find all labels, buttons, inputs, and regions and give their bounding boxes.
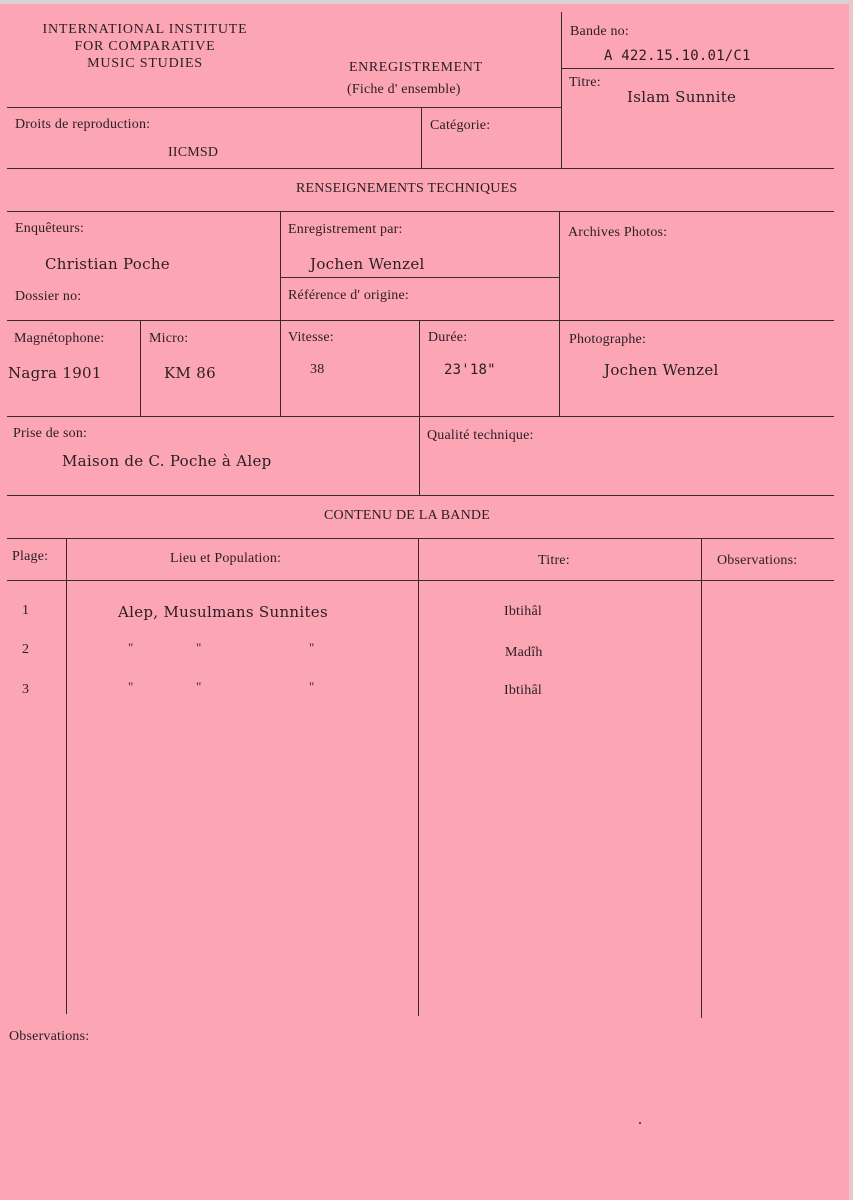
rule-col-plage bbox=[66, 538, 67, 1014]
duree-value: 23'18" bbox=[444, 362, 496, 378]
photographe-label: Photographe: bbox=[569, 332, 647, 347]
institute-line-1: INTERNATIONAL INSTITUTE bbox=[42, 22, 248, 37]
ditto-mark: " bbox=[128, 679, 134, 694]
enregistrement-par-label: Enregistrement par: bbox=[288, 222, 403, 237]
institute-name bbox=[14, 21, 276, 72]
qualite-label: Qualité technique: bbox=[427, 428, 534, 443]
rule-col-lieu bbox=[418, 538, 419, 1016]
ditto-mark: " bbox=[128, 640, 134, 655]
rule-reference-top bbox=[280, 277, 559, 278]
ditto-mark: " bbox=[196, 679, 202, 694]
enqueteurs-label: Enquêteurs: bbox=[15, 221, 85, 236]
rule-header-right bbox=[561, 12, 562, 168]
bande-label: Bande no: bbox=[570, 24, 629, 39]
ditto-mark: " bbox=[309, 640, 315, 655]
duree-label: Durée: bbox=[428, 330, 468, 345]
row-titre: Madîh bbox=[505, 645, 543, 660]
rule-equipment-bottom bbox=[7, 416, 834, 417]
rule-enqueteurs-right bbox=[280, 211, 281, 416]
row-lieu: Alep, Musulmans Sunnites bbox=[118, 603, 328, 621]
institute-line-2: FOR COMPARATIVE bbox=[74, 39, 216, 54]
rule-archives-left bbox=[559, 211, 560, 416]
rule-prise-bottom bbox=[7, 495, 834, 496]
magnetophone-value: Nagra 1901 bbox=[8, 364, 102, 382]
institute-line-3: MUSIC STUDIES bbox=[87, 56, 203, 71]
rule-equipment-top bbox=[7, 320, 834, 321]
droits-value: IICMSD bbox=[168, 145, 219, 160]
vitesse-value: 38 bbox=[310, 362, 325, 377]
categorie-label: Catégorie: bbox=[430, 118, 491, 133]
micro-label: Micro: bbox=[149, 331, 189, 346]
row-plage: 1 bbox=[22, 603, 30, 618]
column-lieu: Lieu et Population: bbox=[170, 551, 282, 566]
prise-value: Maison de C. Poche à Alep bbox=[62, 452, 272, 470]
rule-titre-top bbox=[561, 68, 834, 69]
micro-value: KM 86 bbox=[164, 364, 216, 382]
paper-speck bbox=[639, 1122, 641, 1124]
reference-label: Référence d' origine: bbox=[288, 288, 409, 303]
titre-label: Titre: bbox=[569, 75, 601, 90]
column-plage: Plage: bbox=[12, 549, 49, 564]
ditto-mark: " bbox=[196, 640, 202, 655]
prise-label: Prise de son: bbox=[13, 426, 88, 441]
rule-duree-left bbox=[419, 320, 420, 496]
ditto-mark: " bbox=[309, 679, 315, 694]
enqueteurs-value: Christian Poche bbox=[45, 255, 170, 273]
rule-categorie-left bbox=[421, 107, 422, 168]
row-plage: 3 bbox=[22, 682, 30, 697]
column-titre: Titre: bbox=[538, 553, 570, 568]
column-observations: Observations: bbox=[717, 553, 798, 568]
observations-label: Observations: bbox=[9, 1029, 90, 1044]
rule-columns-bottom bbox=[7, 580, 834, 581]
rule-tech-title-bottom bbox=[7, 211, 834, 212]
droits-label: Droits de reproduction: bbox=[15, 117, 151, 132]
rule-micro-left bbox=[140, 320, 141, 416]
bande-value: A 422.15.10.01/C1 bbox=[604, 48, 751, 64]
rule-header-bottom bbox=[7, 107, 561, 108]
titre-value: Islam Sunnite bbox=[627, 88, 737, 106]
enregistrement-par-value: Jochen Wenzel bbox=[310, 255, 425, 273]
rule-rights-bottom bbox=[7, 168, 834, 169]
vitesse-label: Vitesse: bbox=[288, 330, 334, 345]
tech-section-title: RENSEIGNEMENTS TECHNIQUES bbox=[296, 181, 518, 196]
dossier-label: Dossier no: bbox=[15, 289, 82, 304]
magnetophone-label: Magnétophone: bbox=[14, 331, 105, 346]
rule-col-titre bbox=[701, 538, 702, 1018]
row-titre: Ibtihâl bbox=[504, 683, 542, 698]
row-titre: Ibtihâl bbox=[504, 604, 542, 619]
photographe-value: Jochen Wenzel bbox=[604, 361, 719, 379]
form-subtitle: (Fiche d' ensemble) bbox=[347, 82, 461, 97]
row-plage: 2 bbox=[22, 642, 30, 657]
archives-label: Archives Photos: bbox=[568, 225, 668, 240]
contents-section-title: CONTENU DE LA BANDE bbox=[324, 508, 490, 523]
rule-contents-top bbox=[7, 538, 834, 539]
form-title: ENREGISTREMENT bbox=[349, 60, 483, 75]
